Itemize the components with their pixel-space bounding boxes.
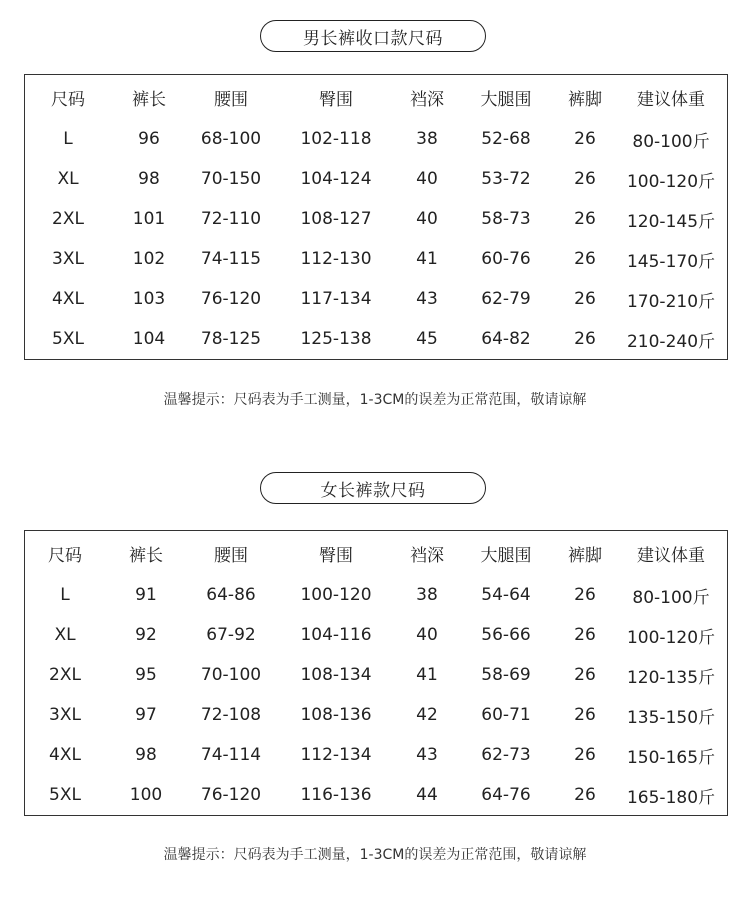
- women-measurement-note: 温馨提示：尺码表为手工测量，1-3CM的误差为正常范围，敬请谅解: [163, 847, 587, 863]
- cell-thigh: 62-79: [481, 289, 531, 309]
- men-measurement-note: 温馨提示：尺码表为手工测量，1-3CM的误差为正常范围，敬请谅解: [163, 392, 587, 408]
- cell-rise: 40: [416, 209, 438, 229]
- cell-rise: 38: [416, 585, 438, 605]
- cell-thigh: 62-73: [481, 745, 531, 765]
- cell-weight: 170-210斤: [626, 291, 716, 312]
- cell-waist: 68-100: [200, 129, 262, 149]
- table-row: [25, 695, 727, 735]
- cell-weight: 120-135斤: [626, 667, 716, 688]
- cell-size: 5XL: [52, 329, 84, 349]
- header-hip: 臀围: [319, 89, 353, 110]
- header-size: 尺码: [48, 545, 82, 566]
- cell-waist: 74-115: [200, 249, 262, 269]
- cell-length: 100: [129, 785, 163, 805]
- men-section-title: 男长裤收口款尺码: [260, 20, 486, 52]
- cell-thigh: 58-69: [481, 665, 531, 685]
- cell-leg-opening: 26: [574, 129, 596, 149]
- cell-hip: 112-130: [300, 249, 372, 269]
- table-row: [25, 575, 727, 615]
- table-row: [25, 199, 727, 239]
- cell-hip: 108-134: [300, 665, 372, 685]
- cell-hip: 108-127: [300, 209, 372, 229]
- cell-leg-opening: 26: [574, 705, 596, 725]
- cell-thigh: 58-73: [481, 209, 531, 229]
- cell-hip: 102-118: [300, 129, 372, 149]
- cell-waist: 67-92: [206, 625, 256, 645]
- men-header-row: [25, 75, 727, 119]
- header-waist: 腰围: [214, 545, 248, 566]
- cell-thigh: 54-64: [481, 585, 531, 605]
- cell-hip: 104-124: [300, 169, 372, 189]
- cell-thigh: 60-76: [481, 249, 531, 269]
- cell-leg-opening: 26: [574, 625, 596, 645]
- cell-length: 98: [135, 745, 157, 765]
- cell-thigh: 56-66: [481, 625, 531, 645]
- cell-weight: 100-120斤: [626, 627, 716, 648]
- cell-length: 103: [132, 289, 166, 309]
- cell-length: 104: [132, 329, 166, 349]
- cell-waist: 78-125: [200, 329, 262, 349]
- cell-rise: 43: [416, 289, 438, 309]
- cell-weight: 100-120斤: [626, 171, 716, 192]
- cell-size: XL: [57, 169, 79, 189]
- cell-rise: 40: [416, 625, 438, 645]
- table-row: [25, 159, 727, 199]
- cell-leg-opening: 26: [574, 665, 596, 685]
- cell-weight: 120-145斤: [626, 211, 716, 232]
- header-rise: 裆深: [410, 89, 444, 110]
- cell-hip: 125-138: [300, 329, 372, 349]
- cell-length: 98: [138, 169, 160, 189]
- cell-leg-opening: 26: [574, 785, 596, 805]
- cell-thigh: 60-71: [481, 705, 531, 725]
- cell-length: 92: [135, 625, 157, 645]
- cell-leg-opening: 26: [574, 289, 596, 309]
- table-row: [25, 615, 727, 655]
- cell-length: 97: [135, 705, 157, 725]
- header-size: 尺码: [51, 89, 85, 110]
- cell-hip: 108-136: [300, 705, 372, 725]
- cell-weight: 80-100斤: [632, 131, 710, 152]
- cell-rise: 42: [416, 705, 438, 725]
- cell-thigh: 64-82: [481, 329, 531, 349]
- cell-leg-opening: 26: [574, 745, 596, 765]
- table-row: [25, 279, 727, 319]
- cell-rise: 38: [416, 129, 438, 149]
- cell-weight: 145-170斤: [626, 251, 716, 272]
- cell-weight: 80-100斤: [632, 587, 710, 608]
- women-section-title: 女长裤款尺码: [260, 472, 486, 504]
- cell-length: 101: [132, 209, 166, 229]
- cell-rise: 43: [416, 745, 438, 765]
- cell-thigh: 52-68: [481, 129, 531, 149]
- cell-length: 91: [135, 585, 157, 605]
- table-row: [25, 735, 727, 775]
- cell-leg-opening: 26: [574, 249, 596, 269]
- cell-thigh: 53-72: [481, 169, 531, 189]
- header-pants-length: 裤长: [129, 545, 163, 566]
- header-weight: 建议体重: [637, 89, 705, 110]
- table-row: [25, 775, 727, 815]
- women-size-table: [24, 530, 728, 816]
- cell-hip: 112-134: [300, 745, 372, 765]
- cell-rise: 40: [416, 169, 438, 189]
- cell-size: 2XL: [49, 665, 81, 685]
- header-rise: 裆深: [410, 545, 444, 566]
- cell-size: 4XL: [52, 289, 84, 309]
- cell-size: 3XL: [49, 705, 81, 725]
- cell-size: L: [63, 129, 73, 149]
- cell-hip: 104-116: [300, 625, 372, 645]
- cell-waist: 72-110: [200, 209, 262, 229]
- header-thigh: 大腿围: [480, 89, 532, 110]
- cell-leg-opening: 26: [574, 329, 596, 349]
- table-row: [25, 319, 727, 359]
- header-leg-opening: 裤脚: [568, 545, 602, 566]
- header-pants-length: 裤长: [132, 89, 166, 110]
- cell-weight: 165-180斤: [626, 787, 716, 808]
- cell-waist: 64-86: [206, 585, 256, 605]
- cell-weight: 210-240斤: [626, 331, 716, 352]
- cell-hip: 116-136: [300, 785, 372, 805]
- cell-leg-opening: 26: [574, 169, 596, 189]
- cell-size: XL: [54, 625, 76, 645]
- men-size-table: [24, 74, 728, 360]
- header-weight: 建议体重: [637, 545, 705, 566]
- cell-leg-opening: 26: [574, 209, 596, 229]
- cell-size: 2XL: [52, 209, 84, 229]
- cell-waist: 70-150: [200, 169, 262, 189]
- women-header-row: [25, 531, 727, 575]
- cell-hip: 117-134: [300, 289, 372, 309]
- cell-length: 95: [135, 665, 157, 685]
- cell-size: L: [60, 585, 70, 605]
- cell-size: 4XL: [49, 745, 81, 765]
- cell-waist: 76-120: [200, 785, 262, 805]
- cell-weight: 135-150斤: [626, 707, 716, 728]
- cell-waist: 74-114: [200, 745, 262, 765]
- table-row: [25, 239, 727, 279]
- cell-rise: 44: [416, 785, 438, 805]
- cell-hip: 100-120: [300, 585, 372, 605]
- cell-waist: 72-108: [200, 705, 262, 725]
- cell-rise: 41: [416, 249, 438, 269]
- cell-length: 96: [138, 129, 160, 149]
- cell-length: 102: [132, 249, 166, 269]
- cell-weight: 150-165斤: [626, 747, 716, 768]
- cell-size: 5XL: [49, 785, 81, 805]
- cell-waist: 76-120: [200, 289, 262, 309]
- cell-rise: 41: [416, 665, 438, 685]
- header-waist: 腰围: [214, 89, 248, 110]
- header-hip: 臀围: [319, 545, 353, 566]
- cell-rise: 45: [416, 329, 438, 349]
- cell-size: 3XL: [52, 249, 84, 269]
- header-leg-opening: 裤脚: [568, 89, 602, 110]
- table-row: [25, 119, 727, 159]
- cell-leg-opening: 26: [574, 585, 596, 605]
- cell-thigh: 64-76: [481, 785, 531, 805]
- table-row: [25, 655, 727, 695]
- header-thigh: 大腿围: [480, 545, 532, 566]
- cell-waist: 70-100: [200, 665, 262, 685]
